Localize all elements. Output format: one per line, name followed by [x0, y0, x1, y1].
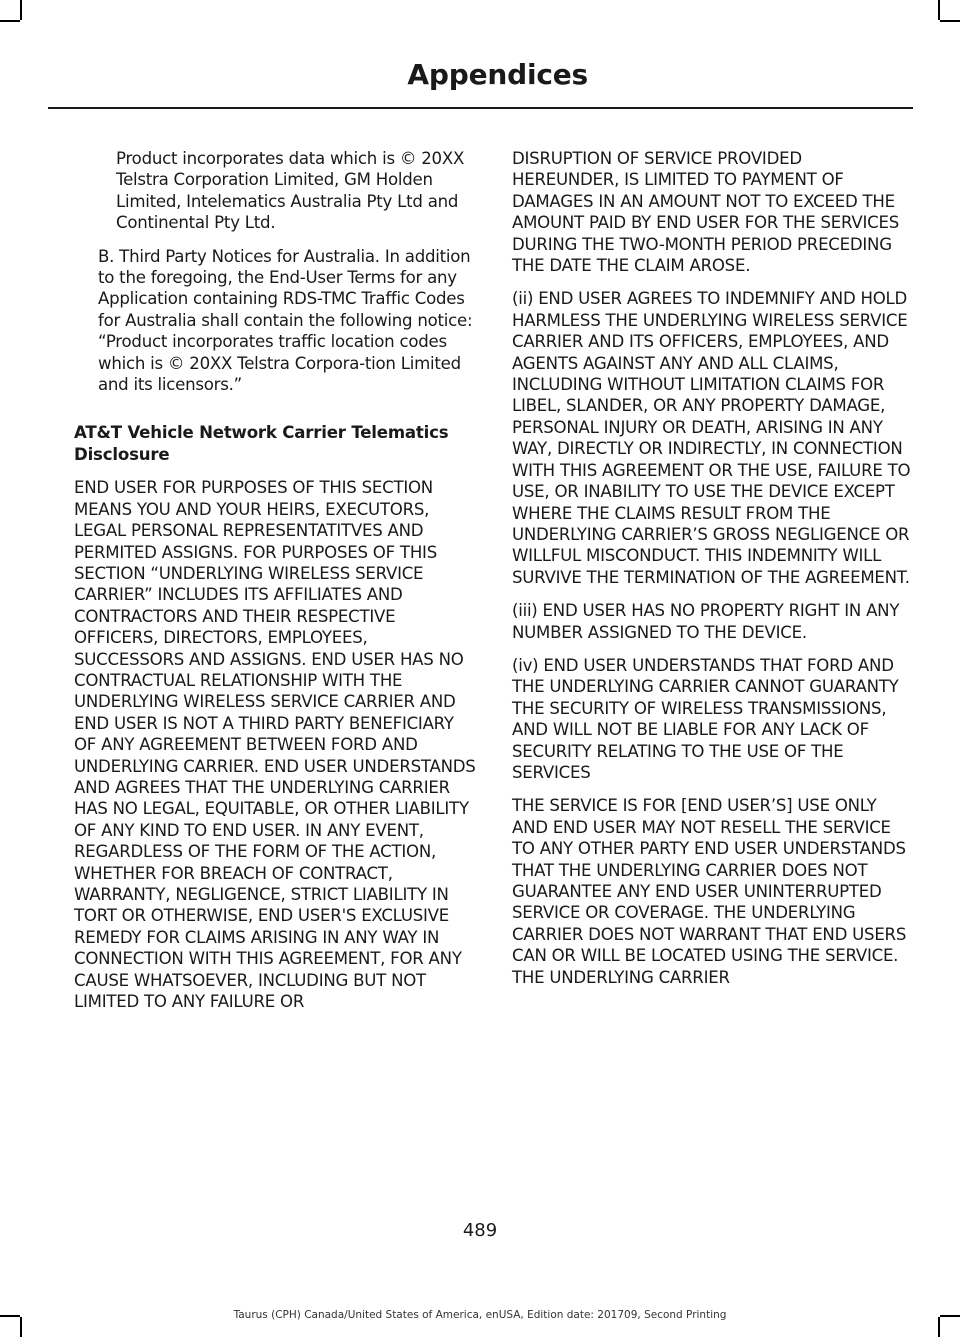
section-heading: AT&T Vehicle Network Carrier Telematics Disclosure	[74, 423, 449, 464]
left-column	[74, 148, 478, 1024]
page-number: 489	[462, 1220, 498, 1241]
crop-mark-top-left	[20, 0, 22, 20]
clause-iii-paragraph: (iii) END USER HAS NO PROPERTY RIGHT IN ANY NUMBER ASSIGNED TO THE DEVICE.	[512, 601, 900, 642]
crop-mark-top-left-h	[0, 20, 20, 22]
service-paragraph: THE SERVICE IS FOR [END USER’S] USE ONLY AND END USER MAY NOT RESELL THE SERVICE TO ANY OTHER PARTY END USER UNDERSTANDS THAT THE UNDERLYING CARRIER DOES NOT GUARANTEE ANY END USER UNINTERRUPTED SERVICE OR COVERAGE. THE UNDERLYING CARRIER DOES NOT WARRANT THAT END USERS CAN OR WILL BE LOCATED USING THE SERVICE. THE UNDERLYING CARRIER	[512, 796, 907, 987]
clause-ii-paragraph: (ii) END USER AGREES TO INDEMNIFY AND HOLD HARMLESS THE UNDERLYING WIRELESS SERVICE CARRIER AND ITS OFFICERS, EMPLOYEES, AND AGENTS AGAINST ANY AND ALL CLAIMS, INCLUDING WITHOUT LIMITATION CLAIMS FOR LIBEL, SLANDER, OR ANY PROPERTY DAMAGE, PERSONAL INJURY OR DEATH, ARISING IN ANY WAY, DIRECTLY OR INDIRECTLY, IN CONNECTION WITH THIS AGREEMENT OR THE USE, FAILURE TO USE, OR INABILITY TO USE THE DEVICE EXCEPT WHERE THE CLAIMS RESULT FROM THE UNDERLYING CARRIER’S GROSS NEGLIGENCE OR WILLFUL MISCONDUCT. THIS INDEMNITY WILL SURVIVE THE TERMINATION OF THE AGREEMENT.	[512, 289, 911, 587]
crop-mark-top-right	[938, 0, 940, 20]
quote-paragraph: Product incorporates data which is © 20XX Telstra Corporation Limited, GM Holden Limited, Intelematics Australia Pty Ltd and Continental Pty Ltd.	[116, 149, 465, 233]
page-title: Appendices	[407, 58, 588, 91]
crop-mark-top-right-h	[940, 20, 960, 22]
third-party-notice-paragraph: B. Third Party Notices for Australia. In addition to the foregoing, the End-User Terms for any Application containing RDS-TMC Traffic Codes for Australia shall contain the following notice: “Product incorporates traffic location codes which is © 20XX Telstra Corpora-tion Limited and its licensors.”	[98, 246, 473, 395]
continuation-paragraph: DISRUPTION OF SERVICE PROVIDED HEREUNDER, IS LIMITED TO PAYMENT OF DAMAGES IN AN AMOUNT NOT TO EXCEED THE AMOUNT PAID BY END USER FOR THE SERVICES DURING THE TWO-MONTH PERIOD PRECEDING THE DATE THE CLAIM AROSE.	[512, 149, 900, 276]
clause-iv-paragraph: (iv) END USER UNDERSTANDS THAT FORD AND THE UNDERLYING CARRIER CANNOT GUARANTY THE SECURITY OF WIRELESS TRANSMISSIONS, AND WILL NOT BE LIABLE FOR ANY LACK OF SECURITY RELATING TO THE USE OF THE SERVICES	[512, 655, 899, 782]
right-column	[512, 148, 912, 1000]
end-user-paragraph: END USER FOR PURPOSES OF THIS SECTION MEANS YOU AND YOUR HEIRS, EXECUTORS, LEGAL PERSONAL REPRESENTATITVES AND PERMITED ASSIGNS. FOR PURPOSES OF THIS SECTION “UNDERLYING WIRELESS SERVICE CARRIER” INCLUDES ITS AFFILIATES AND CONTRACTORS AND THEIR RESPECTIVE OFFICERS, DIRECTORS, EMPLOYEES, SUCCESSORS AND ASSIGNS. END USER HAS NO CONTRACTUAL RELATIONSHIP WITH THE UNDERLYING WIRELESS SERVICE CARRIER AND END USER IS NOT A THIRD PARTY BENEFICIARY OF ANY AGREEMENT BETWEEN FORD AND UNDERLYING CARRIER. END USER UNDERSTANDS AND AGREES THAT THE UNDERLYING CARRIER HAS NO LEGAL, EQUITABLE, OR OTHER LIABILITY OF ANY KIND TO END USER. IN ANY EVENT, REGARDLESS OF THE FORM OF THE ACTION, WHETHER FOR BREACH OF CONTRACT, WARRANTY, NEGLIGENCE, STRICT LIABILITY IN TORT OR OTHERWISE, END USER'S EXCLUSIVE REMEDY FOR CLAIMS ARISING IN ANY WAY IN CONNECTION WITH THIS AGREEMENT, FOR ANY CAUSE WHATSOEVER, INCLUDING BUT NOT LIMITED TO ANY FAILURE OR	[74, 478, 476, 1012]
header-rule	[48, 107, 913, 109]
edition-footer: Taurus (CPH) Canada/United States of America, enUSA, Edition date: 201709, Second Printing	[233, 1309, 727, 1321]
